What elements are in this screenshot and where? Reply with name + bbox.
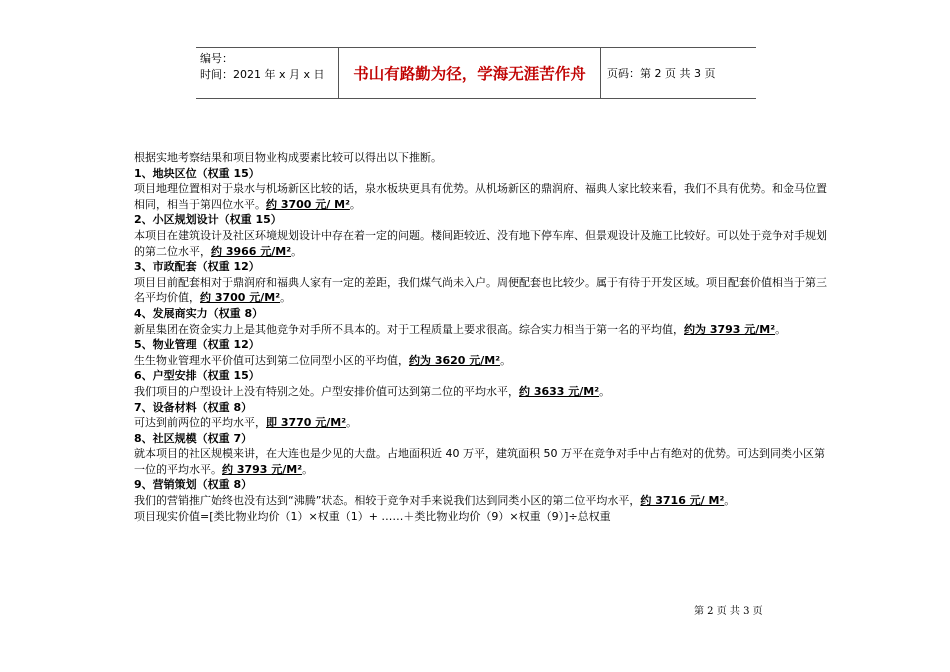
- list-item: 8、社区规模（权重 7） 就本项目的社区规模来讲，在大连也是少见的大盘。占地面积近 40 万平，建筑面积 50 万平在竞争对手中占有绝对的优势。可达到同类小区第一位的平均水平。约 3793 元/M²。: [134, 431, 834, 478]
- item-body: 项目目前配套相对于鼎润府和福典人家有一定的差距，我们煤气尚未入户。周便配套也比较少。属于有待于开发区域。项目配套价值相当于第三名平均价值，: [134, 275, 827, 305]
- item-body: 项目地理位置相对于泉水与机场新区比较的话，泉水板块更具有优势。从机场新区的鼎润府、福典人家比较来看，我们不具有优势。和金马位置相同，相当于第四位水平。: [134, 182, 827, 211]
- list-item: 2、小区规划设计（权重 15） 本项目在建筑设计及社区环境规划设计中存在着一定的问题。楼间距较近、没有地下停车库、但景观设计及施工比较好。可以处于竞争对手规划的第二位水平，约 3966 元/M²。: [134, 212, 834, 259]
- item-value: 即 3770 元/M²: [266, 416, 347, 430]
- item-title: 2、小区规划设计（权重 15）: [134, 213, 282, 227]
- item-title: 9、营销策划（权重 8）: [134, 478, 253, 492]
- list-item: 3、市政配套（权重 12） 项目目前配套相对于鼎润府和福典人家有一定的差距，我们煤气尚未入户。周便配套也比较少。属于有待于开发区域。项目配套价值相当于第三名平均价值，约 3700 元/M²。: [134, 259, 834, 306]
- document-body: [134, 150, 834, 524]
- item-value: 约 3700 元/ M²: [266, 197, 350, 211]
- item-body: 可达到前两位的平均水平，: [134, 416, 266, 430]
- item-value: 约 3700 元/M²: [200, 291, 281, 305]
- item-title: 4、发展商实力（权重 8）: [134, 306, 264, 320]
- list-item: 6、户型安排（权重 15） 我们项目的户型设计上没有特别之处。户型安排价值可达到第二位的平均水平，约 3633 元/M²。: [134, 368, 834, 399]
- header-left-cell: [196, 48, 339, 98]
- page-footer: 第 2 页 共 3 页: [694, 606, 763, 617]
- motto: 书山有路勤为径，学海无涯苦作舟: [339, 48, 601, 98]
- intro-text: 根据实地考察结果和项目物业构成要素比较可以得出以下推断。: [134, 151, 442, 164]
- list-item: 1、地块区位（权重 15） 项目地理位置相对于泉水与机场新区比较的话，泉水板块更具有优势。从机场新区的鼎润府、福典人家比较来看，我们不具有优势。和金马位置相同，相当于第四位水平。约 3700 元/ M²。: [134, 166, 834, 213]
- item-body: 生生物业管理水平价值可达到第二位同型小区的平均值，: [134, 353, 409, 367]
- item-value: 约 3966 元/M²: [211, 244, 292, 258]
- item-title: 5、物业管理（权重 12）: [134, 338, 260, 352]
- list-item: 9、营销策划（权重 8） 我们的营销推广始终也没有达到“沸腾”状态。相较于竞争对手来说我们达到同类小区的第二位平均水平，约 3716 元/ M²。: [134, 477, 834, 508]
- list-item: 5、物业管理（权重 12） 生生物业管理水平价值可达到第二位同型小区的平均值，约为 3620 元/M²。: [134, 337, 834, 368]
- item-value: 约为 3793 元/M²: [684, 322, 776, 336]
- item-body: 本项目在建筑设计及社区环境规划设计中存在着一定的问题。楼间距较近、没有地下停车库、但景观设计及施工比较好。可以处于竞争对手规划的第二位水平，: [134, 228, 827, 258]
- item-title: 6、户型安排（权重 15）: [134, 369, 260, 383]
- list-item: 7、设备材料（权重 8） 可达到前两位的平均水平，即 3770 元/M²。: [134, 400, 834, 431]
- list-item: 4、发展商实力（权重 8） 新星集团在资金实力上是其他竞争对手所不具本的。对于工程质量上要求很高。综合实力相当于第一名的平均值，约为 3793 元/M²。: [134, 306, 834, 337]
- item-title: 8、社区规模（权重 7）: [134, 431, 253, 445]
- item-body: 我们的营销推广始终也没有达到“沸腾”状态。相较于竞争对手来说我们达到同类小区的第二位平均水平，: [134, 494, 641, 508]
- item-value: 约 3793 元/M²: [222, 462, 303, 476]
- item-body: 我们项目的户型设计上没有特别之处。户型安排价值可达到第二位的平均水平，: [134, 384, 519, 398]
- item-title: 7、设备材料（权重 8）: [134, 400, 253, 414]
- item-title: 3、市政配套（权重 12）: [134, 260, 260, 274]
- page-label: 页码：第 2 页 共 3 页: [607, 67, 716, 80]
- item-body: 新星集团在资金实力上是其他竞争对手所不具本的。对于工程质量上要求很高。综合实力相当于第一名的平均值，: [134, 322, 684, 336]
- item-body: 就本项目的社区规模来讲，在大连也是少见的大盘。占地面积近 40 万平，建筑面积 50 万平在竞争对手中占有绝对的优势。可达到同类小区第一位的平均水平。: [134, 447, 825, 476]
- item-value: 约为 3620 元/M²: [409, 353, 501, 367]
- item-value: 约 3716 元/ M²: [640, 494, 725, 508]
- item-title: 1、地块区位（权重 15）: [134, 166, 260, 180]
- time-label: 时间：2021 年 x 月 x 日: [200, 68, 325, 81]
- page-header: [196, 47, 756, 99]
- formula: 项目现实价值=[类比物业均价（1）×权重（1）+ ……＋类比物业均价（9）×权重（9）]÷总权重: [134, 509, 611, 523]
- number-label: 编号：: [200, 52, 233, 65]
- item-value: 约 3633 元/M²: [519, 384, 600, 398]
